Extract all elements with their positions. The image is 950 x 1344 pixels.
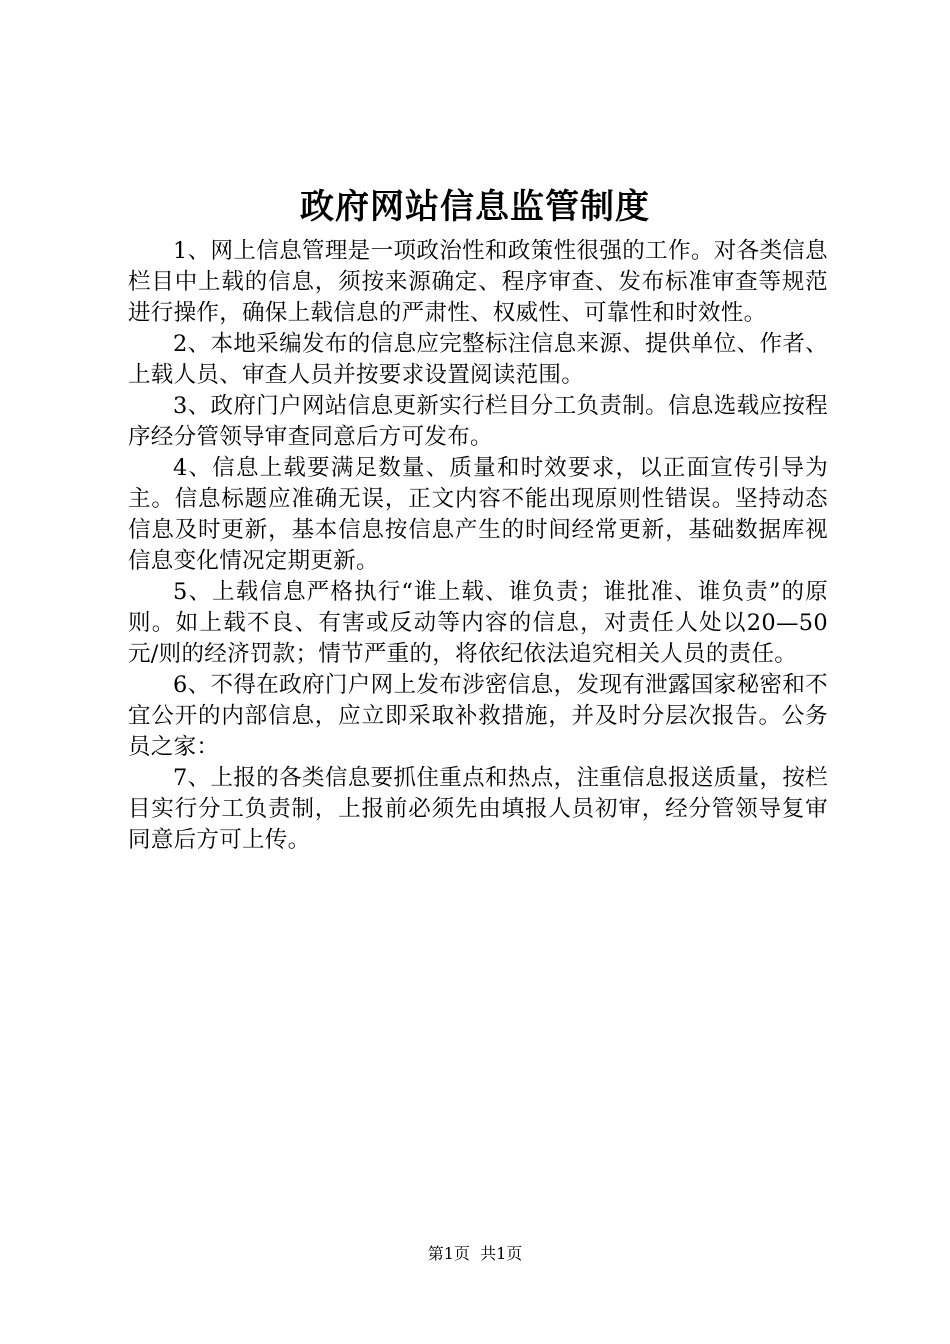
paragraph-6: 6、不得在政府门户网上发布涉密信息，发现有泄露国家秘密和不宜公开的内部信息，应立即采取补救措施，并及时分层次报告。公务员之家： (128, 672, 828, 760)
footer-spacer (470, 1244, 480, 1263)
page-footer (0, 1243, 950, 1265)
document-body (128, 236, 828, 856)
page-total: 共1页 (480, 1244, 523, 1263)
paragraph-4: 4、信息上载要满足数量、质量和时效要求，以正面宣传引导为主。信息标题应准确无误，正文内容不能出现原则性错误。坚持动态信息及时更新，基本信息按信息产生的时间经常更新，基础数据库视信息变化情况定期更新。 (128, 455, 828, 574)
paragraph-7: 7、上报的各类信息要抓住重点和热点，注重信息报送质量，按栏目实行分工负责制，上报前必须先由填报人员初审，经分管领导复审同意后方可上传。 (128, 765, 828, 853)
paragraph-1: 1、网上信息管理是一项政治性和政策性很强的工作。对各类信息栏目中上载的信息，须按来源确定、程序审查、发布标准审查等规范进行操作，确保上载信息的严肃性、权威性、可靠性和时效性。 (128, 238, 828, 326)
paragraph-3: 3、政府门户网站信息更新实行栏目分工负责制。信息选载应按程序经分管领导审查同意后方可发布。 (128, 393, 828, 450)
paragraph-5: 5、上载信息严格执行“谁上载、谁负责；谁批准、谁负责”的原则。如上载不良、有害或反动等内容的信息，对责任人处以20—50元/则的经济罚款；情节严重的，将依纪依法追究相关人员的责任。 (128, 579, 828, 667)
page-number: 第1页 (427, 1244, 470, 1263)
document-title: 政府网站信息监管制度 (300, 187, 650, 227)
paragraph-2: 2、本地采编发布的信息应完整标注信息来源、提供单位、作者、上载人员、审查人员并按要求设置阅读范围。 (128, 331, 828, 388)
